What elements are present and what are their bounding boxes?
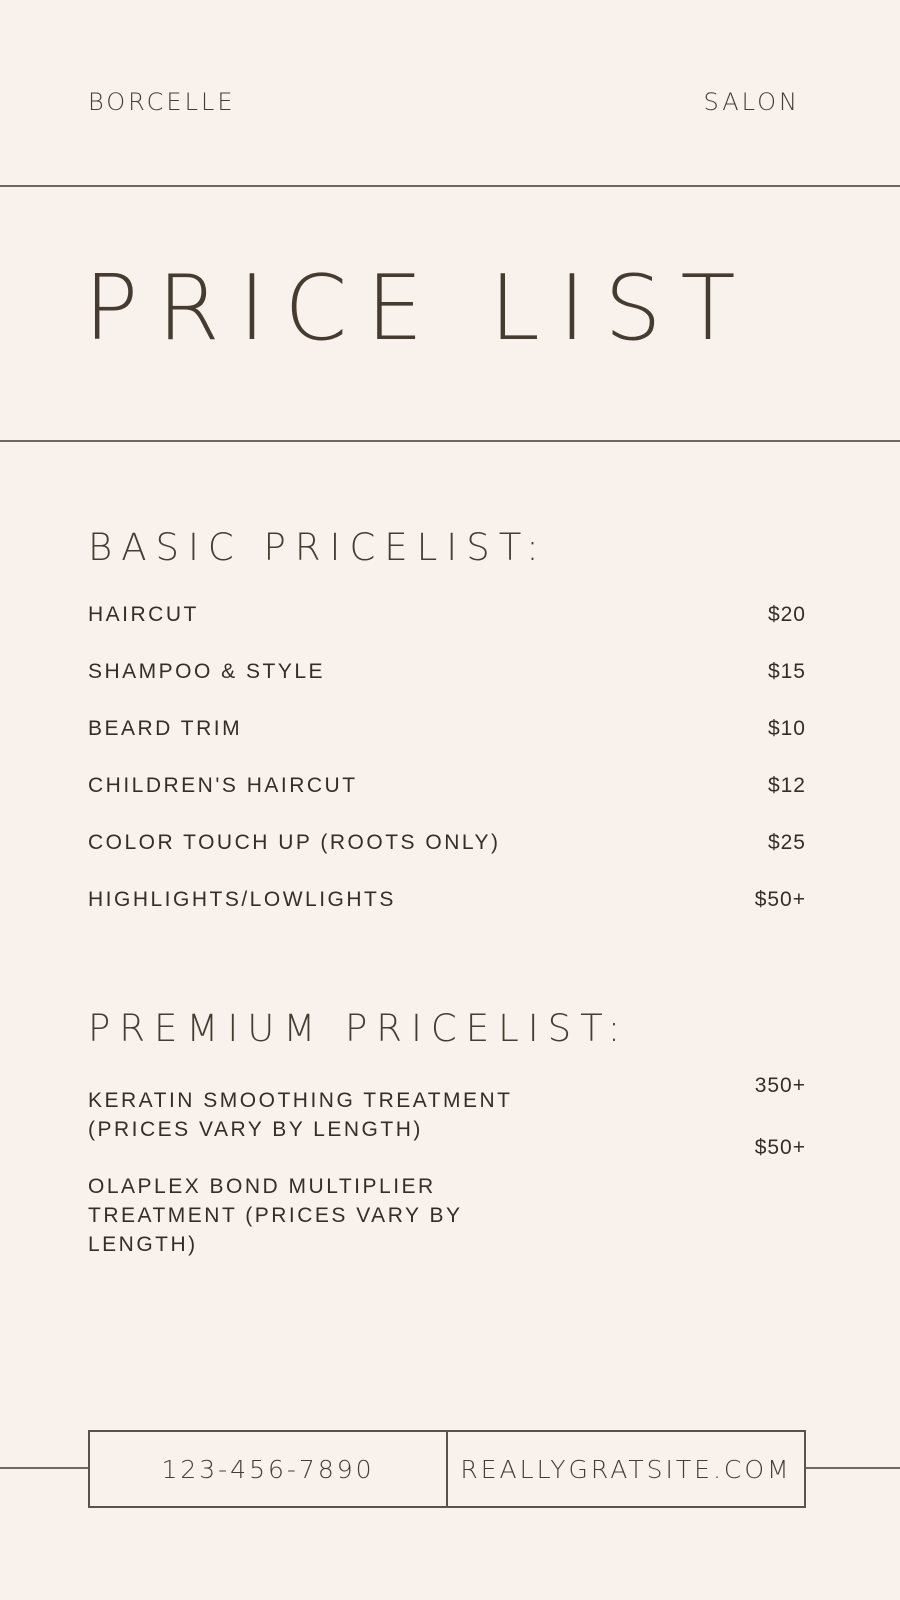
price-row [88, 814, 806, 871]
service-price: $50+ [754, 887, 806, 911]
brand-name: BORCELLE [88, 88, 236, 116]
price-row [88, 643, 806, 700]
phone-number: 123-456-7890 [161, 1454, 375, 1484]
service-price: $20 [767, 602, 806, 626]
service-price: $25 [767, 830, 806, 854]
price-row [88, 586, 806, 643]
service-label: CHILDREN'S HAIRCUT [88, 773, 358, 797]
service-label: KERATIN SMOOTHING TREATMENT (PRICES VARY BY LENGTH) [88, 1089, 513, 1141]
website-url: REALLYGRATSITE.COM [446, 1432, 804, 1506]
basic-price-list [88, 586, 806, 928]
service-label: BEARD TRIM [88, 716, 243, 740]
service-label: HAIRCUT [88, 602, 199, 626]
page-title: PRICE LIST [84, 256, 755, 361]
price-row [88, 871, 806, 928]
service-label: COLOR TOUCH UP (ROOTS ONLY) [88, 830, 501, 854]
premium-section-heading: PREMIUM PRICELIST: [88, 1007, 630, 1050]
footer-contact-box [88, 1430, 806, 1508]
service-price: $10 [767, 716, 806, 740]
brand-tagline: SALON [703, 88, 800, 116]
divider-middle [0, 440, 900, 442]
price-row [88, 700, 806, 757]
price-row [88, 757, 806, 814]
service-price: $50+ [754, 1136, 806, 1159]
service-label: OLAPLEX BOND MULTIPLIER TREATMENT (PRICES VARY BY LENGTH) [88, 1175, 463, 1256]
service-price: 350+ [754, 1074, 806, 1097]
service-label: HIGHLIGHTS/LOWLIGHTS [88, 887, 396, 911]
service-price: $15 [767, 659, 806, 683]
basic-section-heading: BASIC PRICELIST: [88, 526, 548, 569]
service-label: SHAMPOO & STYLE [88, 659, 326, 683]
divider-top [0, 185, 900, 187]
premium-price-list [88, 1070, 806, 1300]
service-price: $12 [767, 773, 806, 797]
